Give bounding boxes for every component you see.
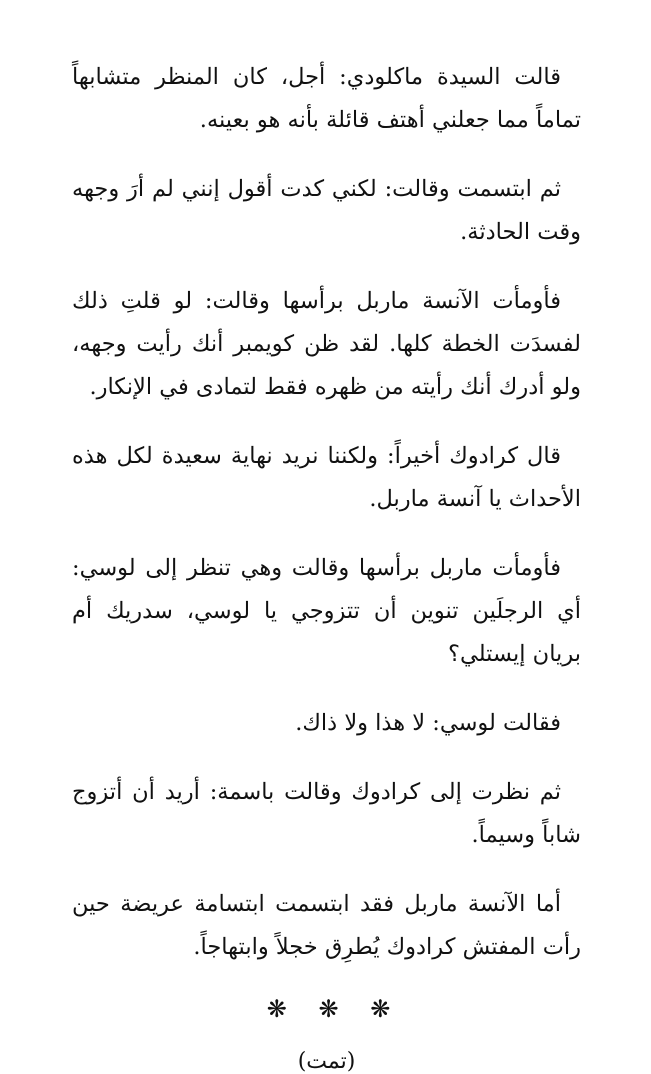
paragraph: فأومأت ماربل برأسها وقالت وهي تنظر إلى لوسي: أي الرجلَين تنوين أن تتزوجي يا لوسي، سدريك أم بريان إيستلي؟ (72, 555, 581, 667)
paragraph: قالت السيدة ماكلودي: أجل، كان المنظر متشابهاً تماماً مما جعلني أهتف قائلة بأنه هو بعينه. (72, 64, 581, 133)
paragraph: فأومأت الآنسة ماربل برأسها وقالت: لو قلتِ ذلك لفسدَت الخطة كلها. لقد ظن كويمبر أنك رأيت وجهه، ولو أدرك أنك رأيته من ظهره فقط لتمادى في الإنكار. (72, 288, 581, 400)
asterism-icon: ❋ (370, 995, 391, 1023)
paragraph: أما الآنسة ماربل فقد ابتسمت ابتسامة عريضة حين رأت المفتش كرادوك يُطرِق خجلاً وابتهاجاً. (72, 891, 581, 960)
asterism-icon: ❋ (318, 995, 339, 1023)
paragraph: ثم نظرت إلى كرادوك وقالت باسمة: أريد أن أتزوج شاباً وسيماً. (72, 779, 581, 848)
asterism-icon: ❋ (266, 995, 287, 1023)
page-body (72, 56, 581, 1074)
paragraph: ثم ابتسمت وقالت: لكني كدت أقول إنني لم أرَ وجهه وقت الحادثة. (72, 176, 581, 245)
paragraph: قال كرادوك أخيراً: ولكننا نريد نهاية سعيدة لكل هذه الأحداث يا آنسة ماربل. (72, 443, 581, 512)
end-mark: (تمت) (297, 1049, 356, 1074)
paragraph: فقالت لوسي: لا هذا ولا ذاك. (295, 710, 561, 736)
section-separator (72, 995, 585, 1023)
